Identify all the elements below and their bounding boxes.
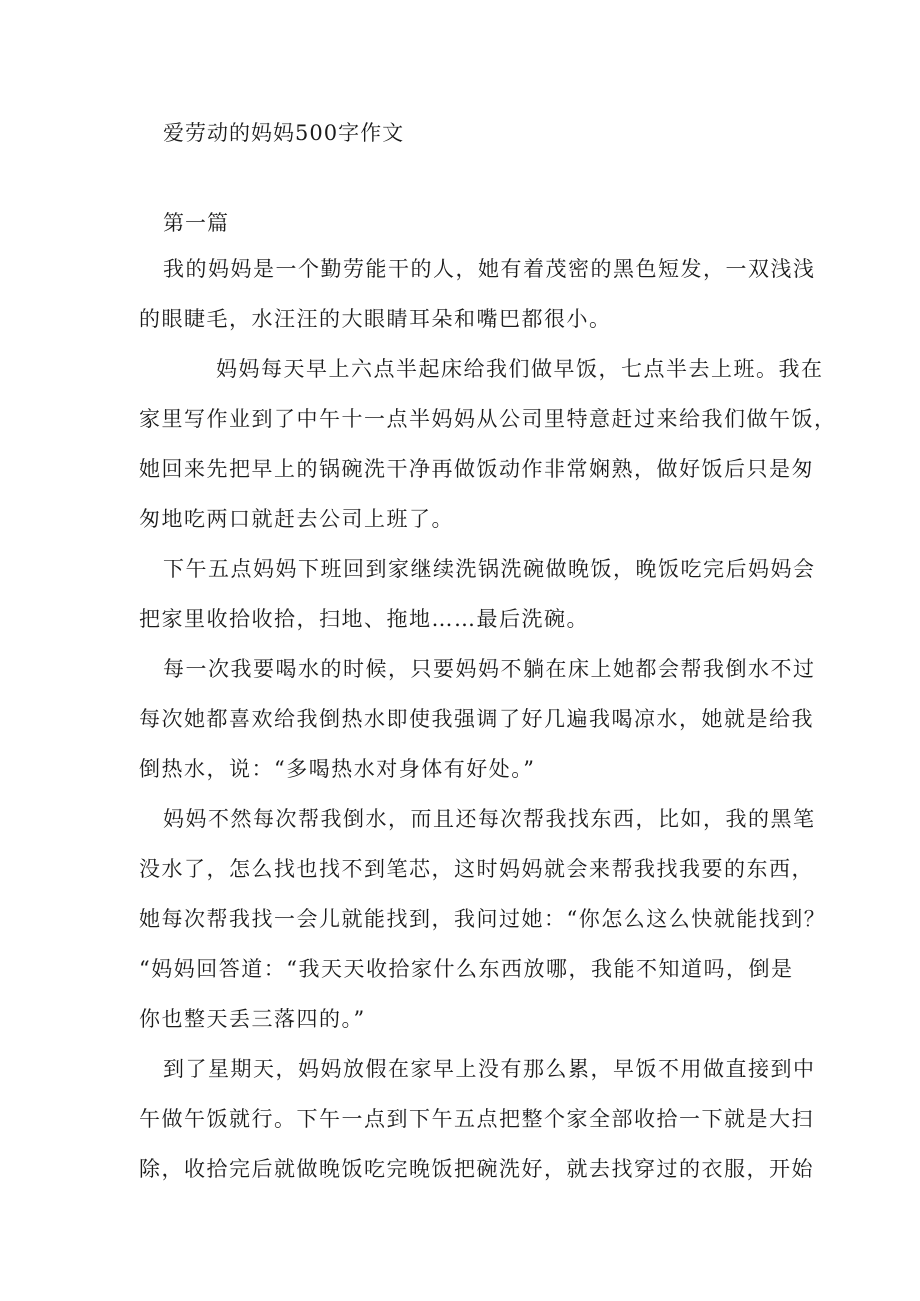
text-line: 下午五点妈妈下班回到家继续洗锅洗碗做晚饭，晚饭吃完后妈妈会 bbox=[163, 557, 816, 581]
text-line: 到了星期天，妈妈放假在家早上没有那么累，早饭不用做直接到中 bbox=[163, 1057, 816, 1081]
text-line: 匆地吃两口就赶去公司上班了。 bbox=[139, 507, 454, 531]
text-line: 妈妈不然每次帮我倒水，而且还每次帮我找东西，比如，我的黑笔 bbox=[163, 807, 816, 831]
text-line: 把家里收拾收拾，扫地、拖地……最后洗碗。 bbox=[139, 607, 589, 631]
document-title: 爱劳动的妈妈500字作文 bbox=[163, 121, 405, 145]
text-line: “妈妈回答道：“我天天收拾家什么东西放哪，我能不知道吗，倒是 bbox=[139, 957, 794, 981]
text-line: 她回来先把早上的锅碗洗干净再做饭动作非常娴熟，做好饭后只是匆 bbox=[139, 457, 814, 481]
text-line: 每一次我要喝水的时候，只要妈妈不躺在床上她都会帮我倒水不过 bbox=[163, 657, 816, 681]
text-line: 我的妈妈是一个勤劳能干的人，她有着茂密的黑色短发，一双浅浅 bbox=[163, 257, 816, 281]
text-line: 午做午饭就行。下午一点到下午五点把整个家全部收拾一下就是大扫 bbox=[139, 1107, 814, 1131]
text-line: 她每次帮我找一会儿就能找到，我问过她：“你怎么这么快就能找到？ bbox=[139, 907, 827, 931]
text-line: 没水了，怎么找也找不到笔芯，这时妈妈就会来帮我找我要的东西， bbox=[139, 857, 814, 881]
section-heading: 第一篇 bbox=[163, 211, 229, 235]
text-line: 妈妈每天早上六点半起床给我们做早饭，七点半去上班。我在 bbox=[216, 357, 824, 381]
text-line: 家里写作业到了中午十一点半妈妈从公司里特意赶过来给我们做午饭， bbox=[139, 407, 837, 431]
text-line: 的眼睫毛，水汪汪的大眼睛耳朵和嘴巴都很小。 bbox=[139, 307, 612, 331]
text-line: 你也整天丢三落四的。” bbox=[139, 1007, 366, 1031]
text-line: 每次她都喜欢给我倒热水即使我强调了好几遍我喝凉水，她就是给我 bbox=[139, 707, 814, 731]
text-line: 除，收拾完后就做晚饭吃完晚饭把碗洗好，就去找穿过的衣服，开始 bbox=[139, 1157, 814, 1181]
text-line: 倒热水，说：“多喝热水对身体有好处。” bbox=[139, 757, 536, 781]
